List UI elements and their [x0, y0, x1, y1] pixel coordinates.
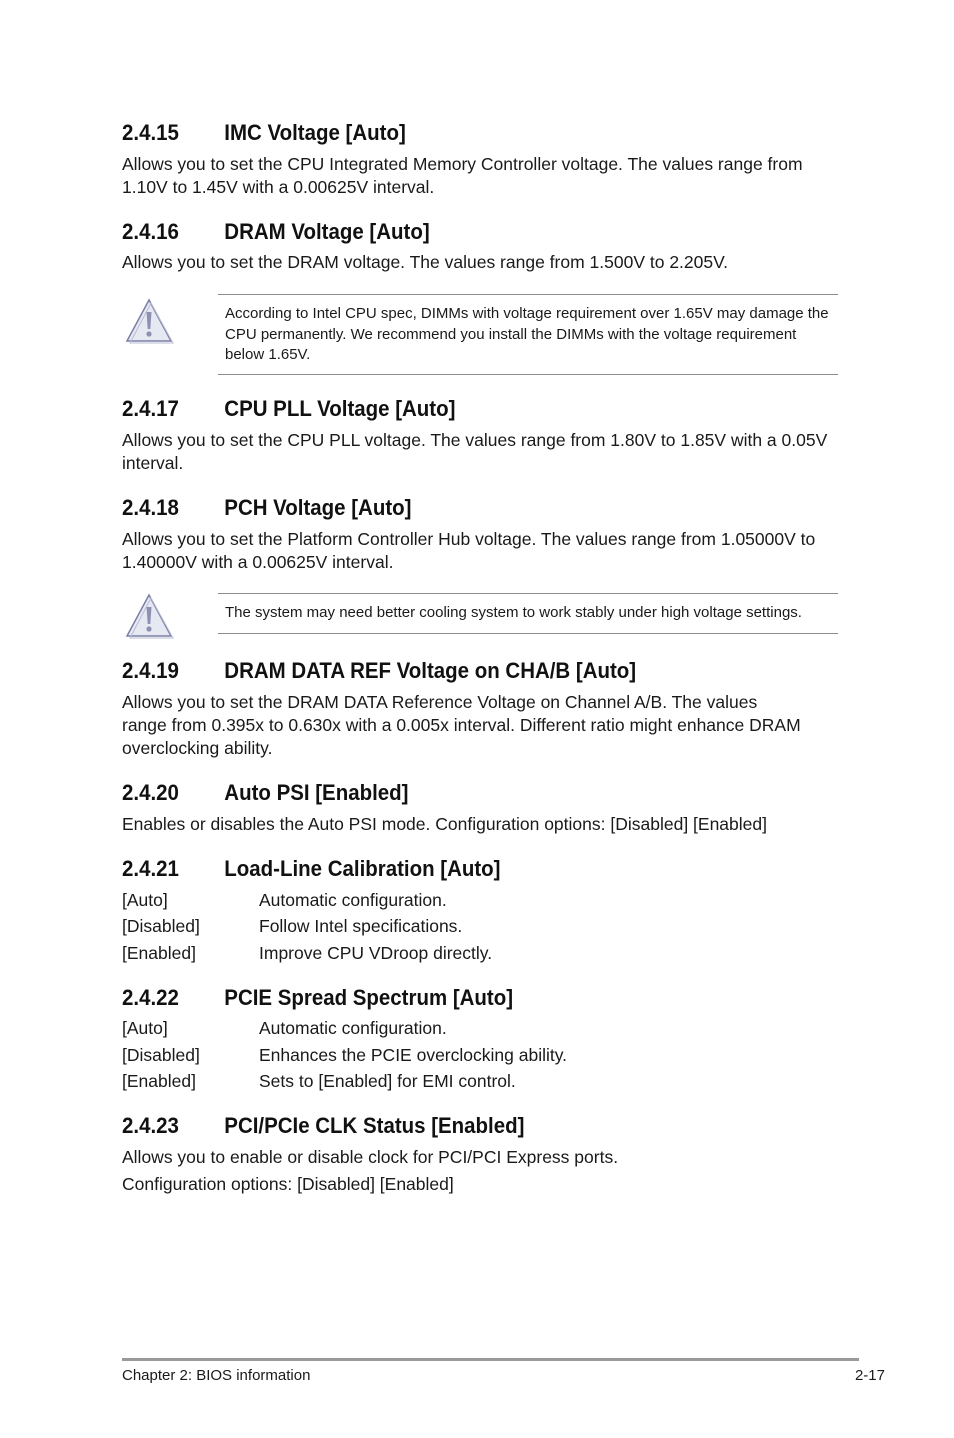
section-body: Enables or disables the Auto PSI mode. Configuration options: [Disabled] [Enabled] — [122, 814, 767, 834]
section-body: Allows you to set the Platform Controller Hub voltage. The values range from 1.05000V to 1.40000V with a 0.00625V interval. — [122, 529, 816, 572]
section-number: 2.4.18 — [122, 495, 179, 520]
section-body: Allows you to enable or disable clock for PCI/PCI Express ports. — [122, 1147, 619, 1167]
section-number: 2.4.21 — [122, 856, 179, 881]
option-key: [Enabled] — [122, 1071, 196, 1091]
section-title: Load-Line Calibration [Auto] — [224, 856, 501, 881]
warning-icon — [124, 591, 174, 639]
option-description: Automatic configuration. — [259, 890, 447, 910]
option-description: Enhances the PCIE overclocking ability. — [259, 1045, 568, 1065]
section-heading-2-4-17 — [122, 396, 455, 422]
section-heading-2-4-22 — [122, 985, 513, 1011]
section-title: PCI/PCIe CLK Status [Enabled] — [224, 1113, 525, 1138]
section-title: DRAM DATA REF Voltage on CHA/B [Auto] — [224, 658, 637, 683]
caution-note — [218, 593, 838, 634]
section-number: 2.4.19 — [122, 658, 179, 683]
section-heading-2-4-18 — [122, 495, 411, 521]
section-number: 2.4.22 — [122, 985, 179, 1010]
section-heading-2-4-23 — [122, 1113, 524, 1139]
section-title: DRAM Voltage [Auto] — [224, 219, 430, 244]
section-number: 2.4.23 — [122, 1113, 179, 1138]
caution-note-text: According to Intel CPU spec, DIMMs with voltage requirement over 1.65V may damage the CPU permanently. We recommend you install the DIMMs with the voltage requirement below 1.65V. — [225, 305, 829, 363]
section-body: Allows you to set the CPU Integrated Memory Controller voltage. The values range from 1.10V to 1.45V with a 0.00625V interval. — [122, 154, 803, 197]
section-number: 2.4.20 — [122, 780, 179, 805]
section-number: 2.4.17 — [122, 396, 179, 421]
section-heading-2-4-19 — [122, 658, 636, 684]
section-heading-2-4-15 — [122, 120, 406, 146]
section-body: Allows you to set the DRAM DATA Reference Voltage on Channel A/B. The values range from 0.395x to 0.630x with a 0.005x interval. Different ratio might enhance DRAM overclocking ability. — [122, 692, 801, 758]
option-description: Follow Intel specifications. — [259, 916, 463, 936]
section-title: CPU PLL Voltage [Auto] — [224, 396, 456, 421]
section-title: PCH Voltage [Auto] — [224, 495, 412, 520]
section-title: IMC Voltage [Auto] — [224, 120, 406, 145]
section-heading-2-4-20 — [122, 780, 408, 806]
footer-rule — [122, 1358, 859, 1361]
option-description: Improve CPU VDroop directly. — [259, 943, 493, 963]
option-description: Sets to [Enabled] for EMI control. — [259, 1071, 516, 1091]
option-key: [Enabled] — [122, 943, 196, 963]
option-key: [Auto] — [122, 890, 168, 910]
warning-icon — [124, 296, 174, 344]
section-heading-2-4-16 — [122, 219, 430, 245]
section-body: Allows you to set the DRAM voltage. The values range from 1.500V to 2.205V. — [122, 252, 729, 272]
section-heading-2-4-21 — [122, 856, 500, 882]
section-title: PCIE Spread Spectrum [Auto] — [224, 985, 514, 1010]
option-key: [Disabled] — [122, 916, 200, 936]
option-key: [Disabled] — [122, 1045, 200, 1065]
option-description: Automatic configuration. — [259, 1018, 447, 1038]
section-body: Allows you to set the CPU PLL voltage. The values range from 1.80V to 1.85V with a 0.05V interval. — [122, 430, 828, 473]
section-title: Auto PSI [Enabled] — [224, 780, 409, 805]
option-key: [Auto] — [122, 1018, 168, 1038]
caution-note-text: The system may need better cooling system to work stably under high voltage settings. — [225, 604, 802, 621]
footer-chapter: Chapter 2: BIOS information — [122, 1367, 311, 1384]
caution-note — [218, 294, 838, 375]
section-number: 2.4.15 — [122, 120, 179, 145]
page-number: 2-17 — [854, 1367, 885, 1384]
section-body-config: Configuration options: [Disabled] [Enabled] — [122, 1174, 454, 1194]
section-number: 2.4.16 — [122, 219, 179, 244]
